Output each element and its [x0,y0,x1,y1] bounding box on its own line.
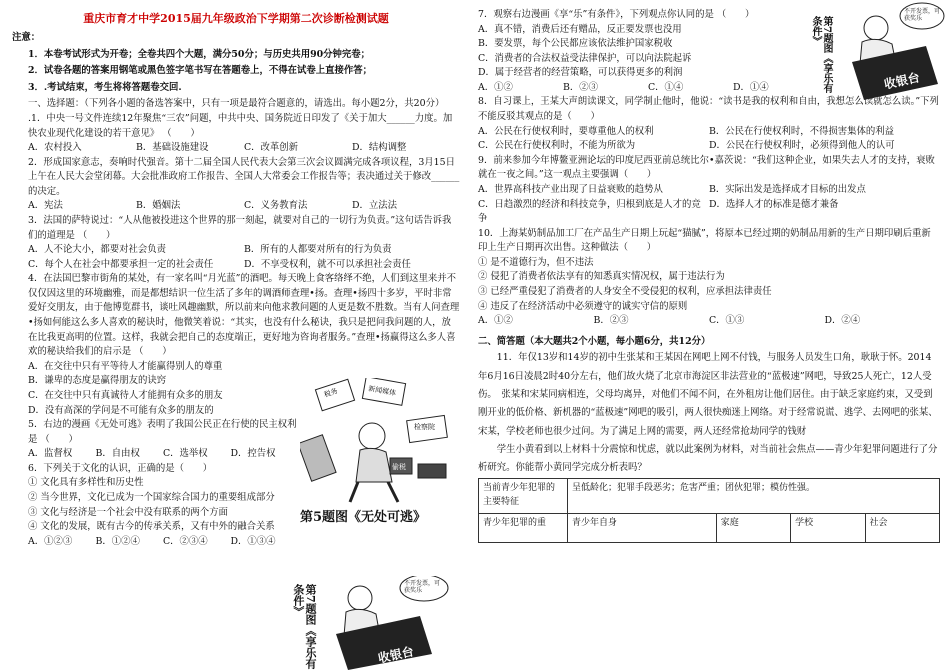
option: A．世界高科技产业出现了日益衰败的趋势从 [478,183,663,195]
statement: ④ 违反了在经济活动中必须遵守的诚实守信的原则 [478,300,688,312]
note-3: 3．.考试结束，考生将将答题卷交回. [28,81,182,93]
statement: ① 文化具有多样性和历史性 [28,477,144,489]
statement: ② 侵犯了消费者依法享有的知悉真实情况权，属于违法行为 [478,271,725,283]
option: A．公民在行使权利时，要尊重他人的权利 [478,125,654,137]
option: D．①④ [733,81,769,93]
page-title: 重庆市育才中学2015届九年级政治下学期第二次诊断检测试题 [83,12,389,25]
option: A．在交往中只有平等待人才能赢得别人的尊重 [28,360,223,372]
option: D．立法法 [352,200,398,212]
option: C．日趋激烈的经济和科技竞争，归根到底是人才的竞争 [478,198,701,225]
option: B．婚姻法 [136,200,181,212]
stamp-label: 检察院 [414,423,435,431]
note-1: 1．本卷考试形式为开卷；全卷共四个大题，满分50分；与历史共用90分钟完卷； [28,48,370,60]
statement: ③ 文化与经济是一个社会中没有联系的两个方面 [28,506,228,518]
statement: D．属于经营者的经营策略，可以获得更多的利润 [478,67,683,79]
option: C．①③ [709,315,745,327]
statement: ① 是不道德行为，但不违法 [478,256,594,268]
option: D．控告权 [230,448,276,460]
statement: A．真不错，消费后还有赠品，反正要发票也没用 [478,23,682,35]
option: B．公民在行使权利时，不得损害集体的利益 [709,125,895,137]
table-row [479,513,940,542]
cartoon-figure-7-top [810,2,946,102]
option: B．②③ [563,81,599,93]
table-cell: 当前青少年犯罪的主要特征 [479,478,568,513]
question-9: 9．前来参加今年博鳌亚洲论坛的印度尼西亚前总统比尔•嘉茨说：“我们这种企业，如果失去人才的支持，衰败就在一夜之间。”这一观点主要强调（ ） [478,154,935,181]
table-cell: 家庭 [716,513,790,542]
option: B．②③ [593,315,629,327]
option: A．宪法 [28,200,63,212]
option: C．①④ [648,81,684,93]
option: C．公民在行使权利时，不能为所欲为 [478,140,636,152]
analysis-table [478,478,940,543]
option: C．选举权 [163,448,208,460]
option: A．①② [478,315,513,327]
option: B．自由权 [95,448,140,460]
question-5: 5．右边的漫画《无处可逃》表明了我国公民正在行使的民主权利是 （ ） [28,419,297,445]
option: B．基础设施建设 [136,142,209,154]
option: C．②③④ [163,535,208,547]
question-8-options [478,125,940,154]
question-2: 2．形成国家意志，奏响时代强音。第十二届全国人民代表大会第三次会议圆满完成各项议程，3月15日上午在人民大会堂闭幕。大会批准政府工作报告、全国人大常委会工作报告等；表决通过关于修改______的决定。 [28,156,460,197]
statement: ④ 文化的发展，既有古今的传承关系，又有中外的融合关系 [28,521,275,533]
statement: B．要发票，每个公民都应该依法维护国家税收 [478,38,673,50]
table-cell: 社会 [865,513,939,542]
note-label: 注意： [12,32,41,44]
left-column [0,0,470,670]
question-4: 4．在法国巴黎市街角的某处，有一家名叫“月光蓝”的酒吧。每天晚上食客络绎不绝，人们到这里来并不仅仅因这里的环境幽雅，而是都想结识一位生活了多年的调酒师查理•扬。查理•扬四十多岁，平时非常爱好交朋友，由于他博览群书，谈吐风趣幽默，所以前来向他求教问题的人更是数不胜数。当有人问查理•扬如何能这么多人喜欢的秘诀时，他微笑着说：“其实，也没有什么秘诀，我只是把问我问题的人，放在比我更高明的位置。这样，我就会把自己的态度端正，更好地为咨询者服务。”查理•扬赢得这么多人喜欢的秘诀给我们的启示是 （ ） [28,273,460,358]
option: C．在交往中只有真诚待人才能拥有众多的朋友 [28,389,223,401]
stamp-label: 税务 [322,387,339,399]
option: B．所有的人都要对所有的行为负责 [244,244,392,256]
option: D．②④ [824,315,861,327]
option: B．①②④ [95,535,140,547]
speech-bubble: 不开发票，可获奖乐 [904,8,941,23]
option: B．实际出发是选择成才目标的出发点 [709,183,866,195]
cashier-desk-label: 收银台 [376,644,416,666]
stamp-label: 新闻媒体 [367,384,397,398]
question-7-block [478,8,818,95]
table-cell: 青少年犯罪的重 [479,513,568,542]
question-4-options [12,360,298,550]
cashier-desk-label: 收银台 [882,70,922,92]
question-7-options [478,81,818,96]
option: C．每个人在社会中都要承担一定的社会责任 [28,258,214,270]
statement: C．消费者的合法权益受法律保护，可以向法院起诉 [478,52,692,64]
option: A．农村投入 [28,142,82,154]
cartoon-figure-7-bottom [291,576,456,670]
option: C．改革创新 [244,142,299,154]
question-2-options [12,199,460,214]
statement: ② 当今世界，文化已成为一个国家综合国力的重要组成部分 [28,491,275,503]
option: D．没有高深的学问是不可能有众多的朋友的 [28,404,214,416]
question-11: 11．年仅13岁和14岁的初中生张某和王某因在网吧上网不付钱，与服务人员发生口角，耿耿于怀。2014年6月16日凌晨2时40分左右，他们故火烧了北京市海淀区非法营业的“蓝极速”网吧，导致25人死亡，12人受伤。 张某和宋某同病相连，父母均离异，对他们不闻不问，在外租房让他们居住。由于缺乏家庭约束，又受到刚开业的低价格、新机器的“蓝极速”网吧的吸引，两人很快痴迷上网络。对于经常说谎、逃学、去网吧的张某、宋某，学校老师也很少过问。为了满足上网的需要，两人还经常抢劫同学的钱财 [478,352,938,437]
question-8: 8．自习课上，王某大声朗读课文，同学制止他时，他说：“读书是我的权利和自由，我想怎么读就怎么读。”下列不能反驳其观点的是（ ） [478,96,939,123]
option: C．义务教育法 [244,200,308,212]
cartoon-figure-5 [300,378,460,506]
question-7: 7．观察右边漫画《享“乐”有条件》，下列观点你认同的是 （ ） [478,9,755,20]
option: B．谦卑的态度是赢得朋友的诀窍 [28,375,167,387]
right-column [472,0,950,670]
bag-label: 偷税 [392,463,406,471]
statement: ③ 已经严重侵犯了消费者的人身安全不受侵犯的权利，应承担法律责任 [478,285,772,297]
table-cell: 呈低龄化；犯罪手段恶劣；危害严重；团伙犯罪；模仿性强。 [568,478,940,513]
option: D．不享受权利，就不可以承担社会责任 [244,258,411,270]
figure-7-caption-vertical: 第7题图《享乐有条件》 [810,16,832,93]
note-2: 2．试卷各题的答案用钢笔或黑色签字笔书写在答题卷上，不得在试卷上直接作答； [28,65,373,77]
option: D．①③④ [230,535,276,547]
question-1-options [12,141,460,156]
question-10-options [478,314,940,329]
table-cell: 青少年自身 [568,513,717,542]
section2-heading: 二、简答题（本大题共2个小题，每小题6分，共12分） [478,335,711,347]
question-6-options [28,535,298,550]
option: A．人不论大小，都要对社会负责 [28,244,167,256]
figure-5-caption: 第5题图《无处可逃》 [300,510,427,525]
question-6: 6．下列关于文化的认识，正确的是（ ） [28,462,213,474]
question-10: 10．上海某奶制品加工厂在产品生产日期上玩起“猫腻”，将原本已经过期的奶制品用新的生产日期印刷后重新印上生产日期再次出售。这种做法（ ） [478,227,931,254]
question-5-options [28,447,298,462]
table-cell: 学校 [791,513,865,542]
question-11-prompt: 学生小黄看到以上材料十分震惊和忧虑，就以此案例为材料，对当前社会焦点——青少年犯罪问题进行了分析研究。你能帮小黄同学完成分析表吗？ [478,443,938,474]
option: A．①②③ [28,535,73,547]
question-3-options [12,243,460,272]
question-3: 3．法国的萨特说过：“人从他被投进这个世界的那一刻起，就要对自己的一切行为负责。”这句话告诉我们的道理是 （ ） [28,214,452,241]
option: D．选择人才的标准是德才兼备 [709,198,839,210]
question-1: .1．中央一号文件连续12年聚焦“三农”问题，中共中央、国务院近日印发了《关于加大______力度。加快农业现代化建设的若干意见》 （ ） [28,112,453,139]
section1-heading: 一、选择题：（下列各小题的备选答案中，只有一项是最符合题意的，请选出。每小题2分，共20分） [28,98,445,110]
figure-7-caption-vertical: 第7题图《享乐有条件》 [291,584,317,669]
option: A．①② [478,81,513,93]
question-9-options [478,183,940,227]
speech-bubble: 不开发票，可获奖乐 [404,580,441,595]
option: D．结构调整 [352,142,407,154]
option: D．公民在行使权利时，必须得到他人的认可 [709,140,895,152]
table-row [479,478,940,513]
option: A．监督权 [28,448,73,460]
